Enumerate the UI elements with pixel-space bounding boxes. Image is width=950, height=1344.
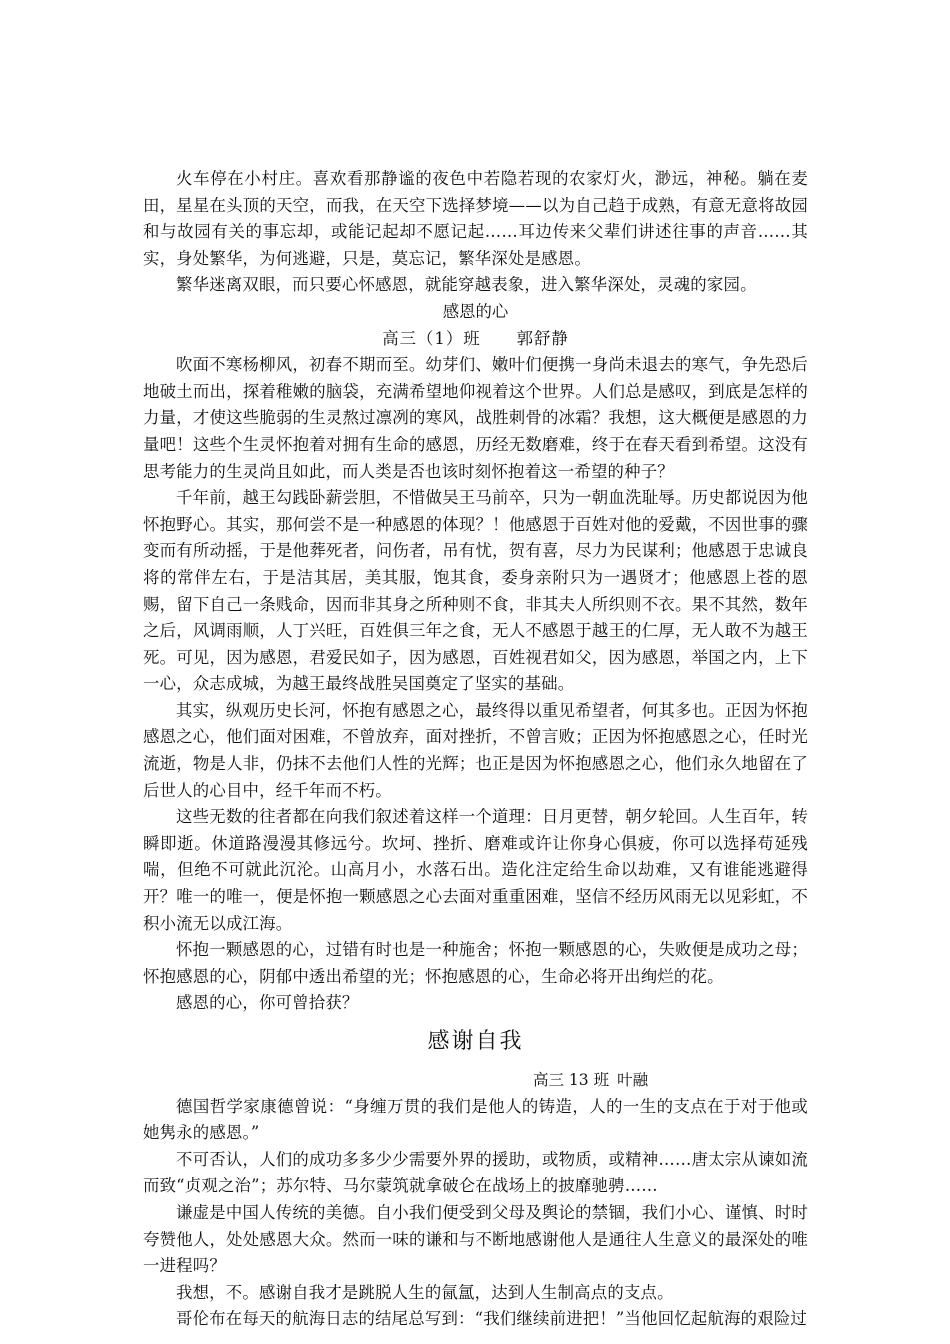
body-paragraph: 我想，不。感谢自我才是跳脱人生的氤氲，达到人生制高点的支点。 [176,1282,674,1302]
author-name: 叶融 [617,1071,649,1089]
body-paragraph: 这些无数的往者都在向我们叙述着这样一个道理：日月更替，朝夕轮回。人生百年，转瞬即逝。休道路漫漫其修远兮。坎坷、挫折、磨难或许让你身心俱疲，你可以选择苟延残喘，但绝不可就此沉沦。山高月小，水落石出。造化注定给生命以劫难，又有谁能逃避得开？唯一的唯一，便是怀抱一颗感恩之心去面对重重困难，坚信不经历风雨无以见彩虹，不积小流无以成江海。 [143,807,808,933]
essay-title-large: 感谢自我 [427,1029,524,1054]
body-paragraph: 哥伦布在每天的航海日志的结尾总写到：“我们继续前进把！”当他回忆起航海的艰险过 [176,1309,808,1329]
intro-paragraph: 繁华迷离双眼，而只要心怀感恩，就能穿越表象，进入繁华深处，灵魂的家园。 [176,275,757,295]
author-name: 郭舒静 [516,328,569,348]
essay-byline [143,326,808,353]
body-paragraph: 谦虚是中国人传统的美德。自小我们便受到父母及舆论的禁锢，我们小心、谨慎、时时夸赞他人，处处感恩大众。然而一味的谦和与不断地感谢他人是通往人生意义的最深处的唯一进程吗？ [143,1202,808,1276]
essay-title: 感恩的心 [442,301,509,321]
class-name: 高三 13 班 [533,1071,610,1089]
body-paragraph: 感恩的心，你可曾拾获？ [176,993,359,1013]
body-paragraph: 怀抱一颗感恩的心，过错有时也是一种施舍；怀抱一颗感恩的心，失败便是成功之母；怀抱感恩的心，阴郁中透出希望的光；怀抱感恩的心，生命必将开出绚烂的花。 [143,940,808,986]
essay-byline [533,1067,808,1094]
body-paragraph: 千年前，越王勾践卧薪尝胆，不惜做吴王马前卒，只为一朝血洗耻辱。历史都说因为他怀抱野心。其实，那何尝不是一种感恩的体现？！他感恩于百姓对他的爱戴，不因世事的骤变而有所动摇，于是他葬死者，问伤者，吊有忧，贺有喜，尽力为民谋利；他感恩于忠诚良将的常伴左右，于是洁其居，美其服，饱其食，委身亲附只为一遇贤才；他感恩上苍的恩赐，留下自己一条贱命，因而非其身之所种则不食，非其夫人所织则不衣。果不其然，数年之后，风调雨顺，人丁兴旺，百姓俱三年之食，无人不感恩于越王的仁厚，无人敢不为越王死。可见，因为感恩，君爱民如子，因为感恩，百姓视君如父，因为感恩，举国之内，上下一心，众志成城，为越王最终战胜吴国奠定了坚实的基础。 [143,488,808,694]
body-paragraph: 德国哲学家康德曾说：“身缠万贯的我们是他人的铸造，人的一生的支点在于对于他或她隽永的感恩。” [143,1096,808,1143]
page-content [143,166,808,1333]
body-paragraph: 不可否认，人们的成功多多少少需要外界的援助，或物质，或精神……唐太宗从谏如流而致“贞观之治”；苏尔特、马尔蒙筑就拿破仑在战场上的披靡驰骋…… [143,1149,808,1196]
intro-paragraph: 火车停在小村庄。喜欢看那静谧的夜色中若隐若现的农家灯火，渺远，神秘。躺在麦田，星星在头顶的天空，而我，在天空下选择梦境——以为自己趋于成熟，有意无意将故园和与故园有关的事忘却，或能记起却不愿记起……耳边传来父辈们讲述往事的声音……其实，身处繁华，为何逃避，只是，莫忘记，繁华深处是感恩。 [143,169,808,268]
body-paragraph: 其实，纵观历史长河，怀抱有感恩之心，最终得以重见希望者，何其多也。正因为怀抱感恩之心，他们面对困难，不曾放弃，面对挫折，不曾言败；正因为怀抱感恩之心，任时光流逝，物是人非，仍抹不去他们人性的光辉；也正是因为怀抱感恩之心，他们永久地留在了后世人的心目中，经千年而不朽。 [143,700,808,800]
body-paragraph: 吹面不寒杨柳风，初春不期而至。幼芽们、嫩叶们便携一身尚未退去的寒气，争先恐后地破土而出，探着稚嫩的脑袋，充满希望地仰视着这个世界。人们总是感叹，到底是怎样的力量，才使这些脆弱的生灵熬过凛冽的寒风，战胜刺骨的冰霜？我想，这大概便是感恩的力量吧！这些个生灵怀抱着对拥有生命的感恩，历经无数磨难，终于在春天看到希望。这没有思考能力的生灵尚且如此，而人类是否也该时刻怀抱着这一希望的种子？ [143,355,808,481]
class-name: 高三（1）班 [382,328,481,348]
